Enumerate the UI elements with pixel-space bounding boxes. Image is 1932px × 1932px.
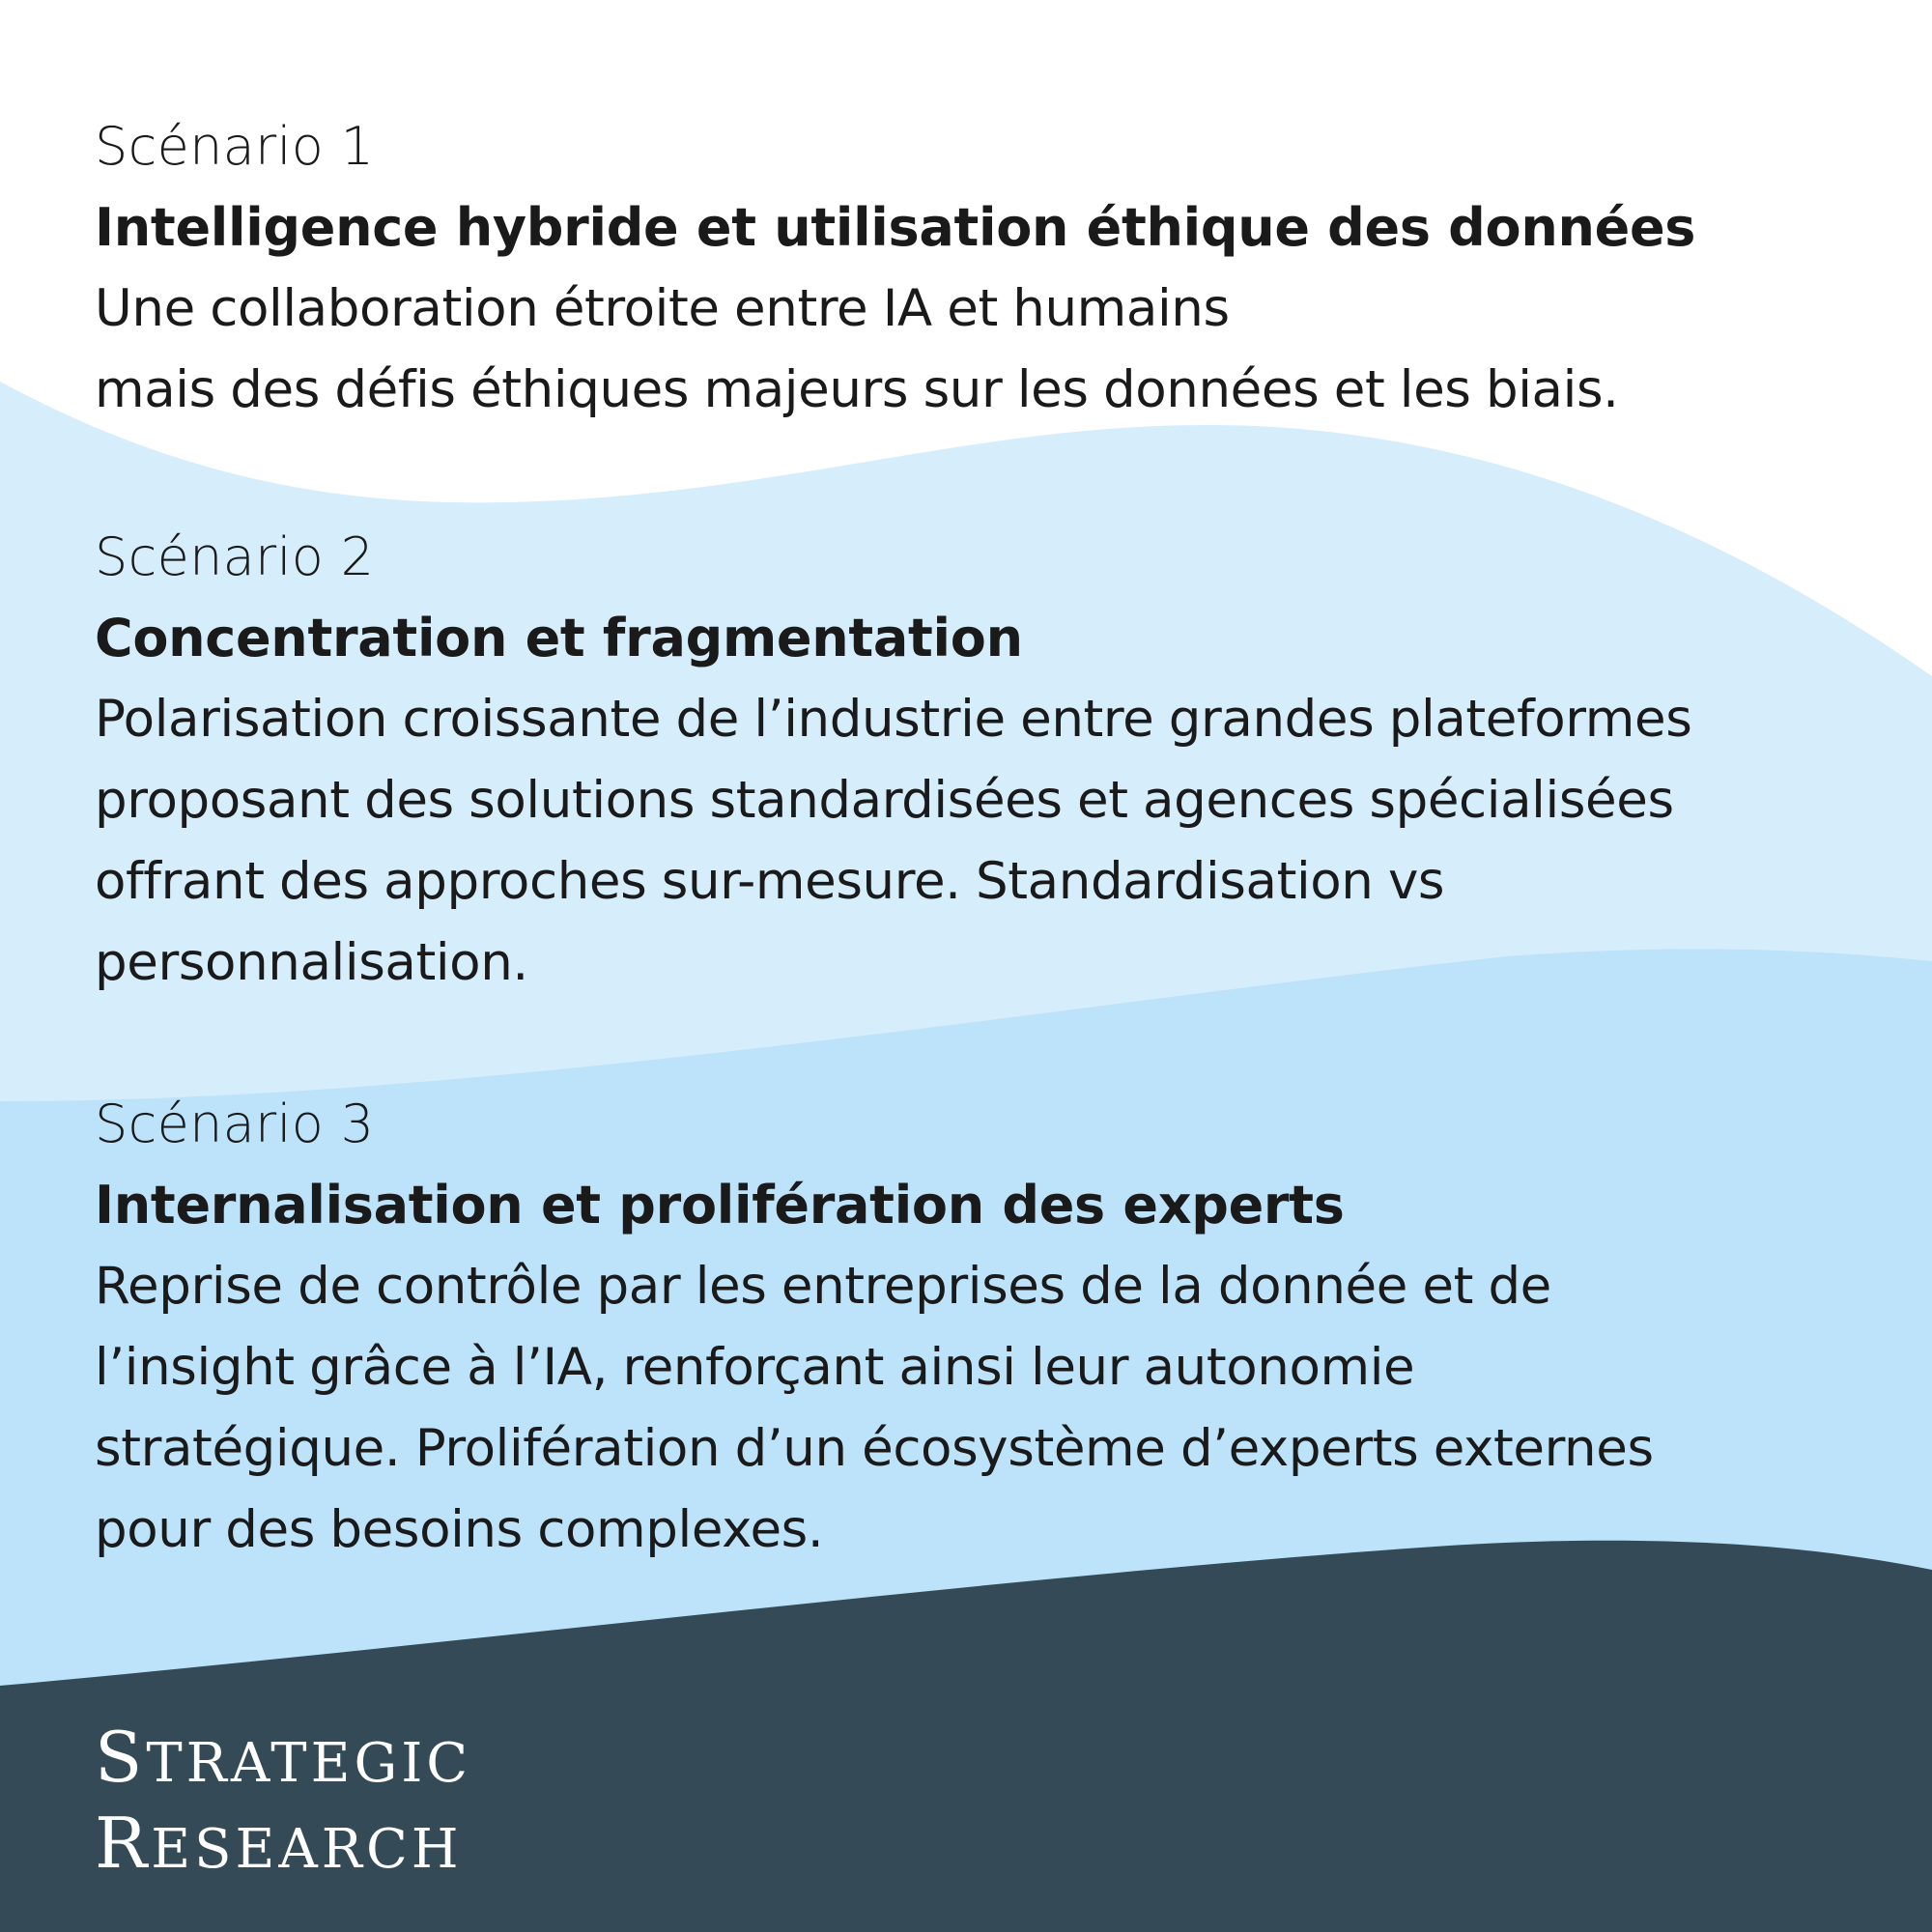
scenario-2-description: Polarisation croissante de l’industrie entre grandes plateformes proposant des solutions standardisées et agences spécialisées offrant des approches sur-mesure. Standardisation vs personnalisation. [95,690,1692,992]
scenario-1-description: Une collaboration étroite entre IA et humains mais des défis éthiques majeurs sur les données et les biais. [95,279,1619,419]
scenario-3-label: Scénario 3 [95,1094,375,1154]
scenario-3-description: Reprise de contrôle par les entreprises de la donnée et de l’insight grâce à l’IA, renforçant ainsi leur autonomie stratégique. Prolifération d’un écosystème d’experts externes pour des besoins complexes. [95,1257,1654,1559]
logo-line-2-rest: ESEARCH [151,1818,463,1881]
scenario-2 [95,517,1853,1004]
scenario-3 [95,1084,1853,1571]
scenario-2-label: Scénario 2 [95,526,375,587]
strategic-research-logo [95,1718,471,1889]
scenario-1-label: Scénario 1 [95,116,375,177]
scenario-3-title: Internalisation et prolifération des experts [95,1175,1345,1236]
logo-line-1-rest: TRATEGIC [146,1732,472,1795]
scenario-1-title: Intelligence hybride et utilisation éthique des données [95,197,1696,258]
logo-line-1-initial: S [95,1717,147,1798]
scenario-1 [95,106,1853,431]
logo-line-1 [95,1718,471,1804]
logo-line-2 [95,1804,471,1889]
scenario-2-title: Concentration et fragmentation [95,608,1023,668]
logo-line-2-initial: R [95,1803,152,1884]
